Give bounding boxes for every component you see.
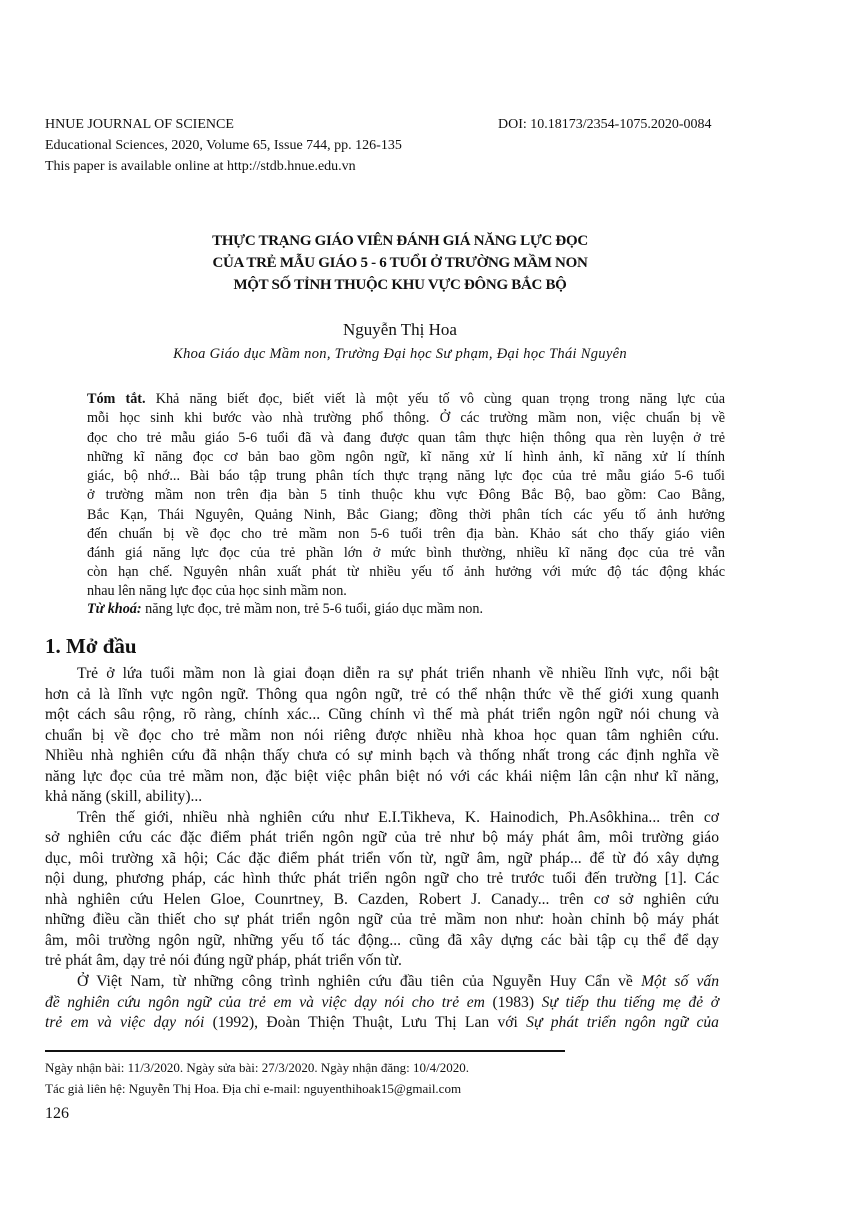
author: Nguyễn Thị Hoa: [343, 320, 457, 339]
p1-line: năng lực đọc của trẻ mầm non, đặc biệt việc phân biệt nó với các khái niệm lân cận như kĩ năng,: [45, 767, 719, 785]
p1-line: hơn cả là lĩnh vực ngôn ngữ. Thông qua ngôn ngữ, trẻ có thể nhận thức về thế giới xung quanh: [45, 685, 719, 703]
p2-line: âm, môi trường ngôn ngữ, những yếu tố tác động... cũng đã xây dựng các bài tập cụ thể để dạy: [45, 931, 719, 949]
title-line-2: CỦA TRẺ MẪU GIÁO 5 - 6 TUỔI Ở TRƯỜNG MẦM NON: [212, 255, 588, 271]
abstract-line: nhau lên năng lực đọc của học sinh mầm non.: [87, 583, 347, 599]
doi: DOI: 10.18173/2354-1075.2020-0084: [498, 117, 712, 132]
footnote-dates: Ngày nhận bài: 11/3/2020. Ngày sửa bài: 27/3/2020. Ngày nhận đăng: 10/4/2020.: [45, 1060, 469, 1075]
online-availability: This paper is available online at http://stdb.hnue.edu.vn: [45, 159, 356, 174]
p3-line-2: [45, 993, 719, 1012]
abstract-line: đánh giá năng lực đọc của trẻ phần lớn ở mức bình thường, nhiều kĩ năng đọc của trẻ vẫn: [87, 545, 725, 561]
p2-line: sở nghiên cứu các đặc điểm phát triển ngôn ngữ của trẻ như bộ máy phát âm, môi trường giáo: [45, 829, 719, 846]
p2-line: trẻ phát âm, dạy trẻ nói đúng ngữ pháp, phát triển vốn từ.: [45, 952, 402, 969]
p1-line: một cách sâu rộng, rõ ràng, chính xác... Cũng chính vì thế mà phát triển ngôn ngữ nói chung và: [45, 706, 719, 723]
journal-name: HNUE JOURNAL OF SCIENCE: [45, 117, 234, 132]
p1-line: Trẻ ở lứa tuổi mầm non là giai đoạn diễn ra sự phát triển nhanh về nhiều lĩnh vực, nổi bật: [77, 665, 719, 682]
abstract-line: mỗi học sinh khi bước vào nhà trường phổ thông. Ở các trường mầm non, việc chuẩn bị về: [87, 410, 725, 426]
abstract-label: Tóm tắt.: [87, 391, 146, 407]
abstract-line: những kĩ năng đọc cơ bản bao gồm ngôn ngữ, kĩ năng xử lí hình ảnh, kĩ năng xử lí thính: [87, 449, 725, 465]
page-number: 126: [45, 1105, 69, 1122]
p3-italic-title: Sự tiếp thu tiếng mẹ đẻ ở: [541, 993, 720, 1011]
p3-text: (1992), Đoàn Thiện Thuật, Lưu Thị Lan với: [204, 1014, 527, 1031]
p3-italic-title: trẻ em và việc dạy nói: [45, 1014, 205, 1031]
keywords: [87, 601, 483, 617]
footnote-contact: Tác giả liên hệ: Nguyễn Thị Hoa. Địa chỉ e-mail: nguyenthihoak15@gmail.com: [45, 1081, 462, 1096]
title-line-3: MỘT SỐ TỈNH THUỘC KHU VỰC ĐÔNG BẮC BỘ: [233, 277, 567, 293]
p2-line: dục, môi trường xã hội; Các đặc điểm phát triển vốn từ, ngữ âm, ngữ pháp... để từ đó xây dựng: [45, 849, 719, 867]
title-line-1: THỰC TRẠNG GIÁO VIÊN ĐÁNH GIÁ NĂNG LỰC ĐỌC: [212, 233, 588, 249]
affiliation: Khoa Giáo dục Mầm non, Trường Đại học Sư phạm, Đại học Thái Nguyên: [173, 346, 627, 362]
abstract-line: còn hạn chế. Nguyên nhân xuất phát từ nhiều yếu tố ảnh hưởng với mức độ tác động khác: [87, 564, 725, 580]
abstract-line: ở trường mầm non trên địa bàn 5 tỉnh thuộc khu vực Đông Bắc Bộ, bao gồm: Cao Bằng,: [87, 487, 725, 503]
p3-text: (1983): [484, 993, 542, 1011]
p3-line-1: [45, 972, 719, 991]
p3-italic-title: Một số vấn: [641, 973, 720, 990]
p3-line-3: [45, 1013, 719, 1032]
p1-line: Nhiều nhà nghiên cứu đã nhận thấy chưa có sự minh bạch và thống nhất trong các định nghĩa về: [45, 747, 719, 764]
p3-italic-title: đề nghiên cứu ngôn ngữ của trẻ em và việc dạy nói cho trẻ em: [45, 993, 485, 1011]
p3-text: Ở Việt Nam, từ những công trình nghiên cứu đầu tiên của Nguyễn Huy Cẩn về: [77, 973, 642, 990]
issue-info: Educational Sciences, 2020, Volume 65, Issue 744, pp. 126-135: [45, 138, 402, 153]
p2-line: nhà nghiên cứu Helen Gloe, Counrtney, B. Cazden, Robert J. Canady... trên cơ sở nghiên cứu: [45, 890, 719, 908]
abstract-line: giác, bộ nhớ... Bài báo tập trung phân tích thực trạng năng lực đọc của trẻ mẫu giáo 5-6 tuổi: [87, 468, 725, 484]
section-heading: 1. Mở đầu: [45, 634, 137, 658]
abstract-text: Khả năng biết đọc, biết viết là một yếu tố vô cùng quan trọng trong năng lực của: [145, 391, 725, 407]
p1-line: chuẩn bị về đọc cho trẻ mầm non nói riêng được nhiều nhà khoa học quan tâm nghiên cứu.: [45, 726, 719, 744]
p2-line: những điều cần thiết cho sự phát triển ngôn ngữ của trẻ mầm non như: hoàn chỉnh bộ máy phát: [45, 911, 719, 928]
footnote-rule: [45, 1050, 565, 1052]
p2-line: nội dung, phương pháp, các hình thức phát triển ngôn ngữ cho trẻ trước tuổi đến trường [1]. Các: [45, 870, 719, 887]
abstract-line: đọc cho trẻ mẫu giáo 5-6 tuổi đã và đang được quan tâm thực hiện thông qua rèn luyện ở trẻ: [87, 430, 725, 446]
abstract-line: [87, 391, 725, 407]
abstract-line: đến chuẩn bị về đọc cho trẻ mầm non 5-6 tuổi trên địa bàn. Khảo sát cho thấy giáo viên: [87, 526, 725, 542]
p1-line: khả năng (skill, ability)...: [45, 788, 203, 805]
abstract-line: Bắc Kạn, Thái Nguyên, Quảng Ninh, Bắc Giang; đồng thời phân tích các yếu tố ảnh hưởng: [87, 507, 725, 523]
keywords-text: năng lực đọc, trẻ mầm non, trẻ 5-6 tuổi, giáo dục mầm non.: [141, 601, 484, 617]
p2-line: Trên thế giới, nhiều nhà nghiên cứu như E.I.Tikheva, K. Hainodich, Ph.Asôkhina... trên cơ: [77, 808, 719, 826]
p3-italic-title: Sự phát triển ngôn ngữ của: [526, 1014, 719, 1031]
keywords-label: Từ khoá:: [87, 601, 142, 617]
